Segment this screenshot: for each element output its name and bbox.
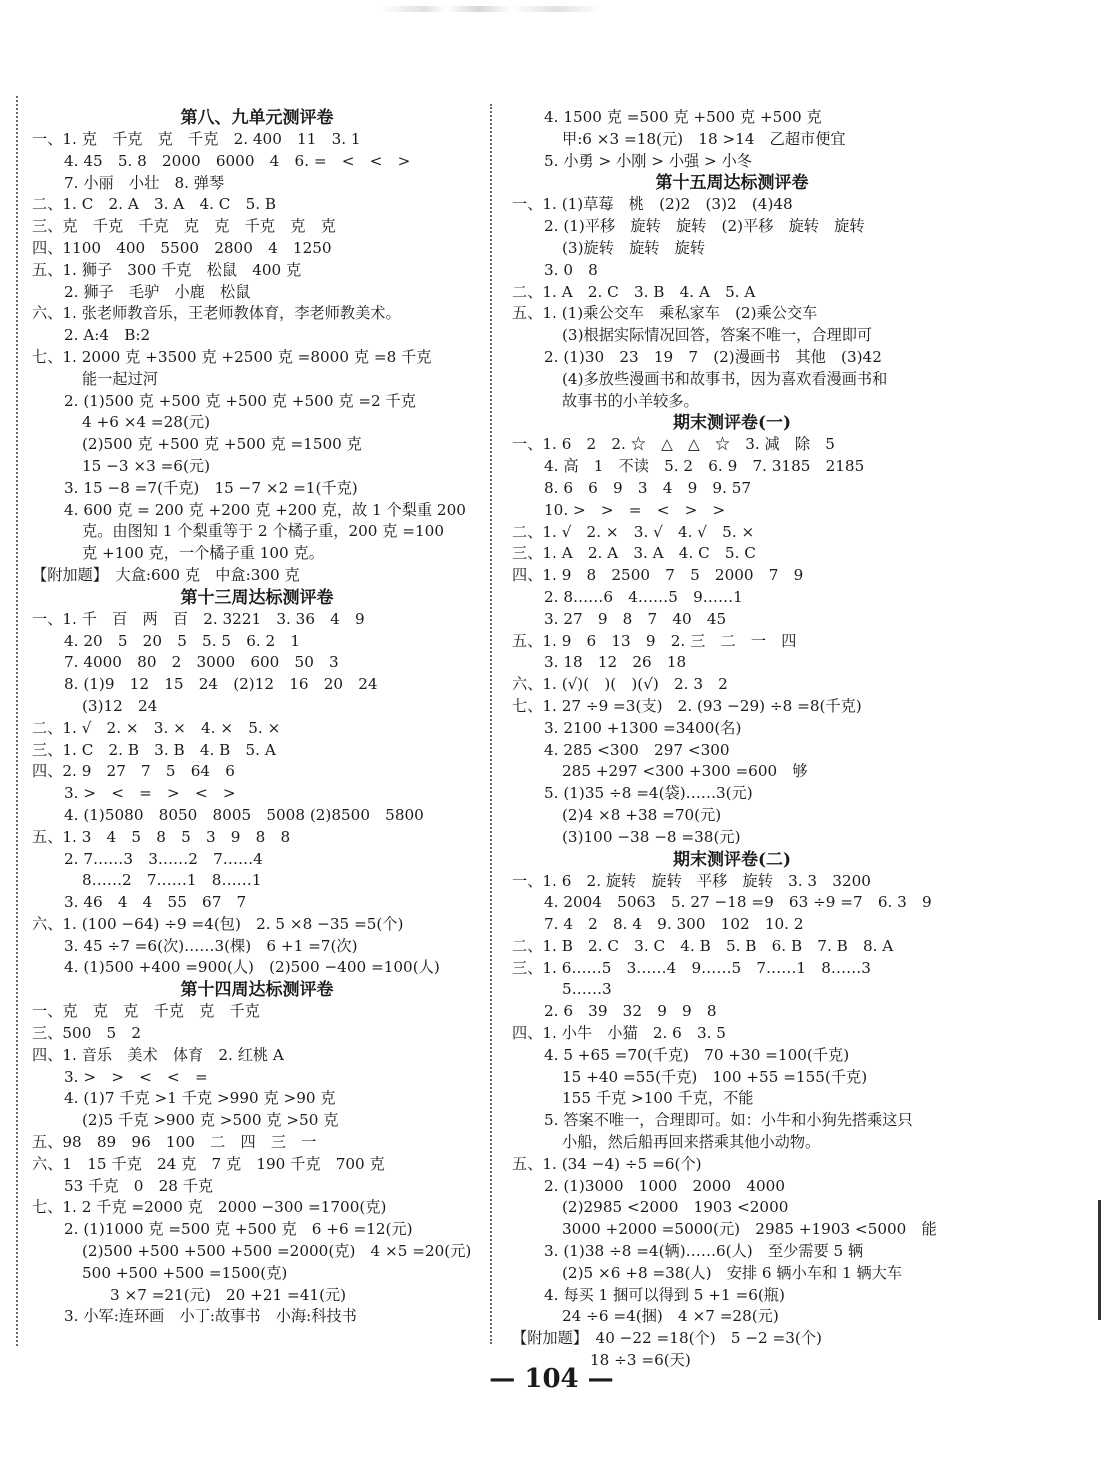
- answer-line: 3. > < = > < >: [64, 784, 236, 803]
- answer-line: 3. > > < < =: [64, 1067, 208, 1086]
- answer-line: 2. (1)500 克 +500 克 +500 克 +500 克 =2 千克: [64, 391, 416, 410]
- answer-line: 三、克 千克 千克 克 克 千克 克 克: [32, 217, 336, 236]
- answer-line: 六、1 15 千克 24 克 7 克 190 千克 700 克: [32, 1154, 385, 1173]
- answer-line: 4. (1)5080 8050 8005 5008 (2)8500 5800: [64, 805, 424, 824]
- answer-line: 五、98 89 96 100 二 四 三 一: [32, 1133, 317, 1152]
- answer-line: 【附加题】 40 −22 =18(个) 5 −2 =3(个): [512, 1329, 822, 1348]
- answer-line: 一、1. (1)草莓 桃 (2)2 (3)2 (4)48: [512, 195, 793, 214]
- answer-line: 285 +297 <300 +300 =600 够: [562, 762, 808, 781]
- answer-line: 15 +40 =55(千克) 100 +55 =155(千克): [562, 1067, 868, 1086]
- answer-line: 甲:6 ×3 =18(元) 18 >14 乙超市便宜: [562, 129, 846, 148]
- section-heading: 期末测评卷(一): [672, 413, 792, 434]
- answer-line: 小船，然后船再回来搭乘其他小动物。: [562, 1133, 821, 1152]
- answer-line: 3. 27 9 8 7 40 45: [544, 609, 727, 628]
- answer-line: 四、1100 400 5500 2800 4 1250: [32, 238, 332, 257]
- answer-line: 一、1. 千 百 两 百 2. 3221 3. 36 4 9: [32, 609, 365, 628]
- answer-line: 10. > > = < > >: [544, 500, 726, 519]
- answer-line: 18 ÷3 =6(天): [590, 1351, 691, 1370]
- answer-line: 3. 2100 +1300 =3400(名): [544, 718, 742, 737]
- answer-line: 4 +6 ×4 =28(元): [82, 413, 211, 432]
- answer-line: 3. 18 12 26 18: [544, 653, 687, 672]
- answer-line: 3. 小军:连环画 小丁:故事书 小海:科技书: [64, 1307, 357, 1326]
- answer-line: 五、1. (34 −4) ÷5 =6(个): [512, 1154, 702, 1173]
- answer-line: 六、1. 张老师教音乐，王老师教体育，李老师教美术。: [32, 304, 401, 323]
- answer-line: 故事书的小羊较多。: [562, 391, 699, 410]
- answer-line: (3)根据实际情况回答，答案不唯一，合理即可: [562, 326, 873, 345]
- answer-line: 4. 1500 克 =500 克 +500 克 +500 克: [544, 108, 822, 126]
- answer-line: 四、1. 9 8 2500 7 5 2000 7 9: [512, 566, 804, 585]
- answer-line: 六、1. (√)( )( )(√) 2. 3 2: [512, 675, 728, 694]
- answer-line: 3. 45 ÷7 =6(次)……3(棵) 6 +1 =7(次): [64, 936, 358, 955]
- answer-line: 一、1. 6 2. 旋转 旋转 平移 旋转 3. 3 3200: [512, 871, 871, 890]
- answer-line: 4. 285 <300 297 <300: [544, 740, 730, 759]
- section-heading: 期末测评卷(二): [672, 849, 792, 870]
- answer-line: 7. 小丽 小壮 8. 弹琴: [64, 173, 225, 192]
- section-heading: 第八、九单元测评卷: [180, 108, 334, 128]
- answer-line: 3000 +2000 =5000(元) 2985 +1903 <5000 能: [562, 1220, 937, 1239]
- answer-line: (3)旋转 旋转 旋转: [562, 238, 706, 257]
- answer-line: 2. 7……3 3……2 7……4: [64, 849, 263, 868]
- answer-line: 2. (1)3000 1000 2000 4000: [544, 1176, 785, 1195]
- answer-line: 8. (1)9 12 15 24 (2)12 16 20 24: [64, 675, 378, 694]
- edge-mark: [1098, 1200, 1101, 1320]
- answer-line: 二、1. A 2. C 3. B 4. A 5. A: [512, 282, 756, 301]
- answer-line: 2. 狮子 毛驴 小鹿 松鼠: [64, 282, 251, 301]
- answer-line: 5. 答案不唯一，合理即可。如：小牛和小狗先搭乘这只: [544, 1111, 913, 1130]
- answer-line: 五、1. 狮子 300 千克 松鼠 400 克: [32, 260, 302, 279]
- answer-line: 4. 5 +65 =70(千克) 70 +30 =100(千克): [544, 1045, 850, 1064]
- answer-line: 七、1. 2000 克 +3500 克 +2500 克 =8000 克 =8 千克: [32, 347, 432, 366]
- answer-line: 【附加题】 大盒:600 克 中盒:300 克: [32, 565, 300, 584]
- answer-line: 2. 6 39 32 9 9 8: [544, 1002, 717, 1021]
- answer-line: (3)100 −38 −8 =38(元): [562, 827, 741, 846]
- answer-line: 三、1. 6……5 3……4 9……5 7……1 8……3: [512, 958, 871, 977]
- answer-line: 2. A:4 B:2: [64, 326, 151, 345]
- answer-line: 8……2 7……1 8……1: [82, 871, 262, 890]
- answer-line: (2)5 千克 >900 克 >500 克 >50 克: [82, 1111, 339, 1130]
- answer-line: 8. 6 6 9 3 4 9 9. 57: [544, 478, 752, 497]
- section-heading: 第十五周达标测评卷: [655, 173, 809, 194]
- answer-line: 二、1. √ 2. × 3. × 4. × 5. ×: [32, 718, 281, 737]
- answer-line: (4)多放些漫画书和故事书，因为喜欢看漫画书和: [562, 369, 888, 388]
- answer-line: 4. (1)500 +400 =900(人) (2)500 −400 =100(人): [64, 958, 440, 977]
- left-column: [32, 107, 482, 1328]
- column-divider: [490, 104, 492, 1344]
- answer-line: 克。由图知 1 个梨重等于 2 个橘子重，200 克 =100: [82, 522, 444, 541]
- answer-line: 4. 2004 5063 5. 27 −18 =9 63 ÷9 =7 6. 3 9: [544, 893, 932, 912]
- answer-line: 4. 20 5 20 5 5. 5 6. 2 1: [64, 631, 301, 650]
- answer-line: 2. (1)1000 克 =500 克 +500 克 6 +6 =12(元): [64, 1220, 413, 1239]
- answer-line: 5. 小勇 > 小刚 > 小强 > 小冬: [544, 151, 752, 170]
- answer-line: 15 −3 ×3 =6(元): [82, 456, 211, 475]
- answer-line: (2)5 ×6 +8 =38(人) 安排 6 辆小车和 1 辆大车: [562, 1263, 903, 1282]
- answer-line: 三、1. C 2. B 3. B 4. B 5. A: [32, 740, 276, 759]
- answer-line: 2. (1)平移 旋转 旋转 (2)平移 旋转 旋转: [544, 217, 865, 236]
- answer-line: 4. 600 克 = 200 克 +200 克 +200 克，故 1 个梨重 200: [64, 500, 466, 519]
- answer-line: 二、1. √ 2. × 3. √ 4. √ 5. ×: [512, 522, 755, 541]
- answer-line: 三、1. A 2. A 3. A 4. C 5. C: [512, 544, 756, 563]
- answer-line: 五、1. 9 6 13 9 2. 三 二 一 四: [512, 631, 797, 650]
- answer-line: 3 ×7 =21(元) 20 +21 =41(元): [110, 1285, 347, 1304]
- answer-line: 5. (1)35 ÷8 =4(袋)……3(元): [544, 784, 753, 803]
- answer-line: 53 千克 0 28 千克: [64, 1176, 214, 1195]
- answer-line: (2)2985 <2000 1903 <2000: [562, 1198, 789, 1217]
- answer-line: 24 ÷6 =4(捆) 4 ×7 =28(元): [562, 1307, 779, 1326]
- answer-line: (2)500 +500 +500 +500 =2000(克) 4 ×5 =20(元): [82, 1242, 472, 1261]
- answer-line: 四、2. 9 27 7 5 64 6: [32, 762, 235, 781]
- answer-line: 五、1. 3 4 5 8 5 3 9 8 8: [32, 827, 291, 846]
- answer-line: 3. 46 4 4 55 67 7: [64, 893, 247, 912]
- answer-line: 3. 15 −8 =7(千克) 15 −7 ×2 =1(千克): [64, 478, 358, 497]
- answer-line: 5……3: [562, 980, 612, 999]
- answer-line: 500 +500 +500 =1500(克): [82, 1263, 288, 1282]
- answer-line: 三、500 5 2: [32, 1024, 142, 1043]
- section-heading: 第十三周达标测评卷: [180, 587, 334, 608]
- answer-line: 一、1. 6 2 2. ☆ △ △ ☆ 3. 减 除 5: [512, 435, 835, 454]
- answer-line: 3. 0 8: [544, 260, 598, 279]
- answer-line: 二、1. C 2. A 3. A 4. C 5. B: [32, 195, 277, 214]
- section-heading: 第十四周达标测评卷: [180, 980, 334, 1001]
- answer-line: 2. (1)30 23 19 7 (2)漫画书 其他 (3)42: [544, 347, 882, 366]
- binding-margin-line: [16, 96, 18, 1346]
- right-column: [512, 107, 952, 1372]
- answer-line: 六、1. (100 −64) ÷9 =4(包) 2. 5 ×8 −35 =5(个): [32, 914, 404, 933]
- page-number: — 104 —: [489, 1364, 614, 1394]
- answer-line: 155 千克 >100 千克，不能: [562, 1089, 754, 1108]
- answer-line: 4. (1)7 千克 >1 千克 >990 克 >90 克: [64, 1089, 336, 1108]
- answer-line: 克 +100 克，一个橘子重 100 克。: [82, 544, 324, 563]
- scan-artifact: [380, 6, 600, 12]
- answer-line: 七、1. 27 ÷9 =3(支) 2. (93 −29) ÷8 =8(千克): [512, 696, 862, 715]
- answer-line: 一、1. 克 千克 克 千克 2. 400 11 3. 1: [32, 130, 361, 148]
- answer-line: (2)4 ×8 +38 =70(元): [562, 805, 722, 824]
- answer-line: 7. 4000 80 2 3000 600 50 3: [64, 653, 339, 672]
- answer-line: 4. 高 1 不读 5. 2 6. 9 7. 3185 2185: [544, 457, 865, 476]
- answer-line: 7. 4 2 8. 4 9. 300 102 10. 2: [544, 915, 804, 934]
- answer-line: 四、1. 音乐 美术 体育 2. 红桃 A: [32, 1045, 284, 1064]
- answer-line: 一、克 克 克 千克 克 千克: [32, 1002, 260, 1021]
- answer-line: 能一起过河: [82, 369, 158, 388]
- answer-line: 二、1. B 2. C 3. C 4. B 5. B 6. B 7. B 8. A: [512, 936, 894, 955]
- answer-line: (3)12 24: [82, 696, 158, 715]
- answer-line: 四、1. 小牛 小猫 2. 6 3. 5: [512, 1024, 726, 1043]
- answer-line: 4. 每买 1 捆可以得到 5 +1 =6(瓶): [544, 1285, 785, 1304]
- answer-line: (2)500 克 +500 克 +500 克 =1500 克: [82, 435, 362, 454]
- answer-line: 五、1. (1)乘公交车 乘私家车 (2)乘公交车: [512, 304, 818, 323]
- answer-line: 2. 8……6 4……5 9……1: [544, 587, 743, 606]
- answer-line: 4. 45 5. 8 2000 6000 4 6. = < < >: [64, 151, 411, 170]
- answer-line: 3. (1)38 ÷8 =4(辆)……6(人) 至少需要 5 辆: [544, 1242, 864, 1261]
- answer-line: 七、1. 2 千克 =2000 克 2000 −300 =1700(克): [32, 1198, 387, 1217]
